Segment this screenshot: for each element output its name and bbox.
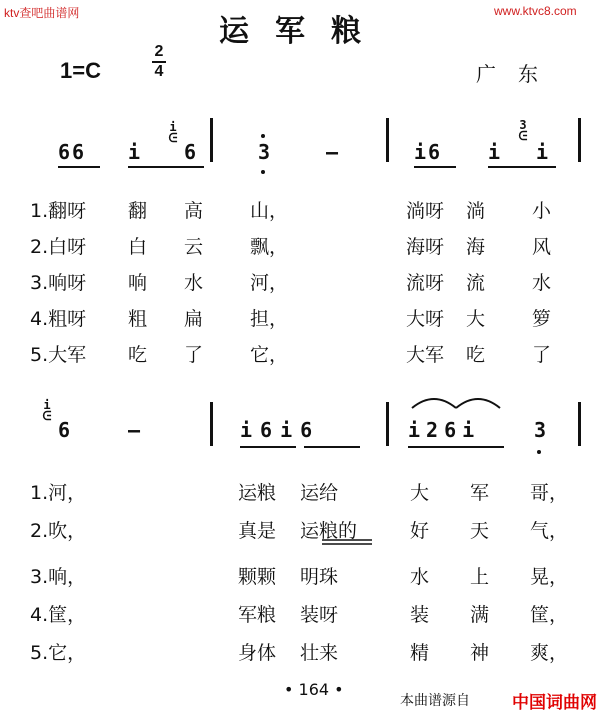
watermark-left: ktv查吧曲谱网 bbox=[4, 6, 80, 20]
grace-note-3: i ᕮ bbox=[42, 398, 52, 423]
notes-m3b: i bbox=[488, 140, 503, 164]
lyric-word: 淌 bbox=[466, 200, 486, 222]
lyric-word: 水 bbox=[410, 566, 430, 588]
lyric-word: 云 bbox=[184, 236, 204, 258]
lyric-word: 大军 bbox=[406, 344, 445, 366]
lyric-word: 好 bbox=[410, 520, 430, 542]
lyric-word: 运粮的 bbox=[300, 520, 358, 542]
notes-m3a: i6 bbox=[414, 140, 443, 164]
lyric-word: 吃 bbox=[466, 344, 486, 366]
lyric-word: 了 bbox=[532, 344, 552, 366]
page-number: • 164 • bbox=[284, 680, 344, 699]
region-label: 广东 bbox=[476, 62, 560, 86]
lyric-word: 装 bbox=[410, 604, 430, 626]
notes-m2b: — bbox=[326, 140, 341, 164]
lyric-word: 流 bbox=[466, 272, 486, 294]
lyric-word: 军 bbox=[470, 482, 490, 504]
lyric-word: 神 bbox=[470, 642, 490, 664]
lyric-word: 白 bbox=[128, 236, 148, 258]
lyric-word: 大 bbox=[466, 308, 486, 330]
lyric-word: 真是 bbox=[238, 520, 277, 542]
slur bbox=[456, 399, 500, 408]
lyric-word: 装呀 bbox=[300, 604, 339, 626]
time-signature-top: 2 bbox=[154, 43, 164, 60]
lyric-word: 大 bbox=[410, 482, 430, 504]
source-text: 本曲谱源自 bbox=[400, 693, 470, 709]
lyric-word: 5.它， bbox=[30, 642, 87, 664]
lyric-word: 2.吹， bbox=[30, 520, 87, 542]
notes-l2-m2: i6i6 bbox=[240, 418, 321, 442]
lyric-word: 吃 bbox=[128, 344, 148, 366]
lyric-word: 身体 bbox=[238, 642, 277, 664]
lyric-word: 运给 bbox=[300, 482, 339, 504]
lyric-word: 1.河， bbox=[30, 482, 87, 504]
lyric-word: 颗颗 bbox=[238, 566, 277, 588]
lyric-word: 了 bbox=[184, 344, 204, 366]
lyric-word: 气， bbox=[530, 520, 569, 542]
lyric-word: 高 bbox=[184, 200, 204, 222]
lyric-word: 淌呀 bbox=[406, 200, 445, 222]
lyric-word: 水 bbox=[532, 272, 552, 294]
slur bbox=[412, 399, 456, 408]
lyric-word: 精 bbox=[410, 642, 430, 664]
lyric-word: 哥， bbox=[530, 482, 569, 504]
lyric-word: 山， bbox=[250, 200, 289, 222]
notes-l2-m1b: — bbox=[128, 418, 143, 442]
lyric-word: 晃， bbox=[530, 566, 569, 588]
lyric-word: 2.白呀 bbox=[30, 236, 87, 258]
lyric-word: 小 bbox=[532, 200, 552, 222]
site-name: 中国词曲网 bbox=[512, 693, 597, 713]
lyric-word: 扁 bbox=[184, 308, 204, 330]
lyric-word: 大呀 bbox=[406, 308, 445, 330]
lyric-word: 流呀 bbox=[406, 272, 445, 294]
lyric-word: 运粮 bbox=[238, 482, 277, 504]
notes-m1b: i bbox=[128, 140, 143, 164]
lyric-word: 河， bbox=[250, 272, 289, 294]
lyric-word: 满 bbox=[470, 604, 490, 626]
grace-note-1: i ᕮ bbox=[168, 120, 178, 145]
notes-m1a: 66 bbox=[58, 140, 87, 164]
lyric-word: 上 bbox=[470, 566, 490, 588]
lyric-word: 1.翻呀 bbox=[30, 200, 87, 222]
grace-note-2: 3 ᕮ bbox=[518, 118, 528, 143]
lyric-word: 4.筐， bbox=[30, 604, 87, 626]
time-signature-bottom: 4 bbox=[154, 63, 164, 80]
lyric-word: 壮来 bbox=[300, 642, 339, 664]
lyric-word: 响 bbox=[128, 272, 148, 294]
lyric-word: 翻 bbox=[128, 200, 148, 222]
watermark-right: www.ktvc8.com bbox=[494, 4, 577, 18]
lyric-word: 3.响， bbox=[30, 566, 87, 588]
lyric-word: 它， bbox=[250, 344, 289, 366]
lyric-word: 4.粗呀 bbox=[30, 308, 87, 330]
notes-m3c: i bbox=[536, 140, 551, 164]
notes-l2-m3b: 3 bbox=[534, 418, 549, 442]
notes-l2-m3a: i26i bbox=[408, 418, 481, 442]
lyric-word: 海 bbox=[466, 236, 486, 258]
key-signature: 1=C bbox=[60, 58, 101, 83]
lyric-word: 担， bbox=[250, 308, 289, 330]
lyric-word: 箩 bbox=[532, 308, 552, 330]
notes-m1c: 6 bbox=[184, 140, 199, 164]
lyric-word: 水 bbox=[184, 272, 204, 294]
notes-l2-m1a: 6 bbox=[58, 418, 73, 442]
song-title: 运军粮 bbox=[219, 14, 387, 49]
lyric-word: 风 bbox=[532, 236, 552, 258]
lyric-word: 筐， bbox=[530, 604, 569, 626]
lyric-word: 天 bbox=[470, 520, 490, 542]
lyric-word: 明珠 bbox=[300, 566, 339, 588]
notes-m2a: 3 bbox=[258, 140, 273, 164]
lyric-word: 粗 bbox=[128, 308, 148, 330]
lyric-word: 海呀 bbox=[406, 236, 445, 258]
lyric-word: 爽， bbox=[530, 642, 569, 664]
lyric-word: 5.大军 bbox=[30, 344, 87, 366]
lyric-word: 飘， bbox=[250, 236, 289, 258]
lyric-word: 3.响呀 bbox=[30, 272, 87, 294]
lyric-word: 军粮 bbox=[238, 604, 277, 626]
